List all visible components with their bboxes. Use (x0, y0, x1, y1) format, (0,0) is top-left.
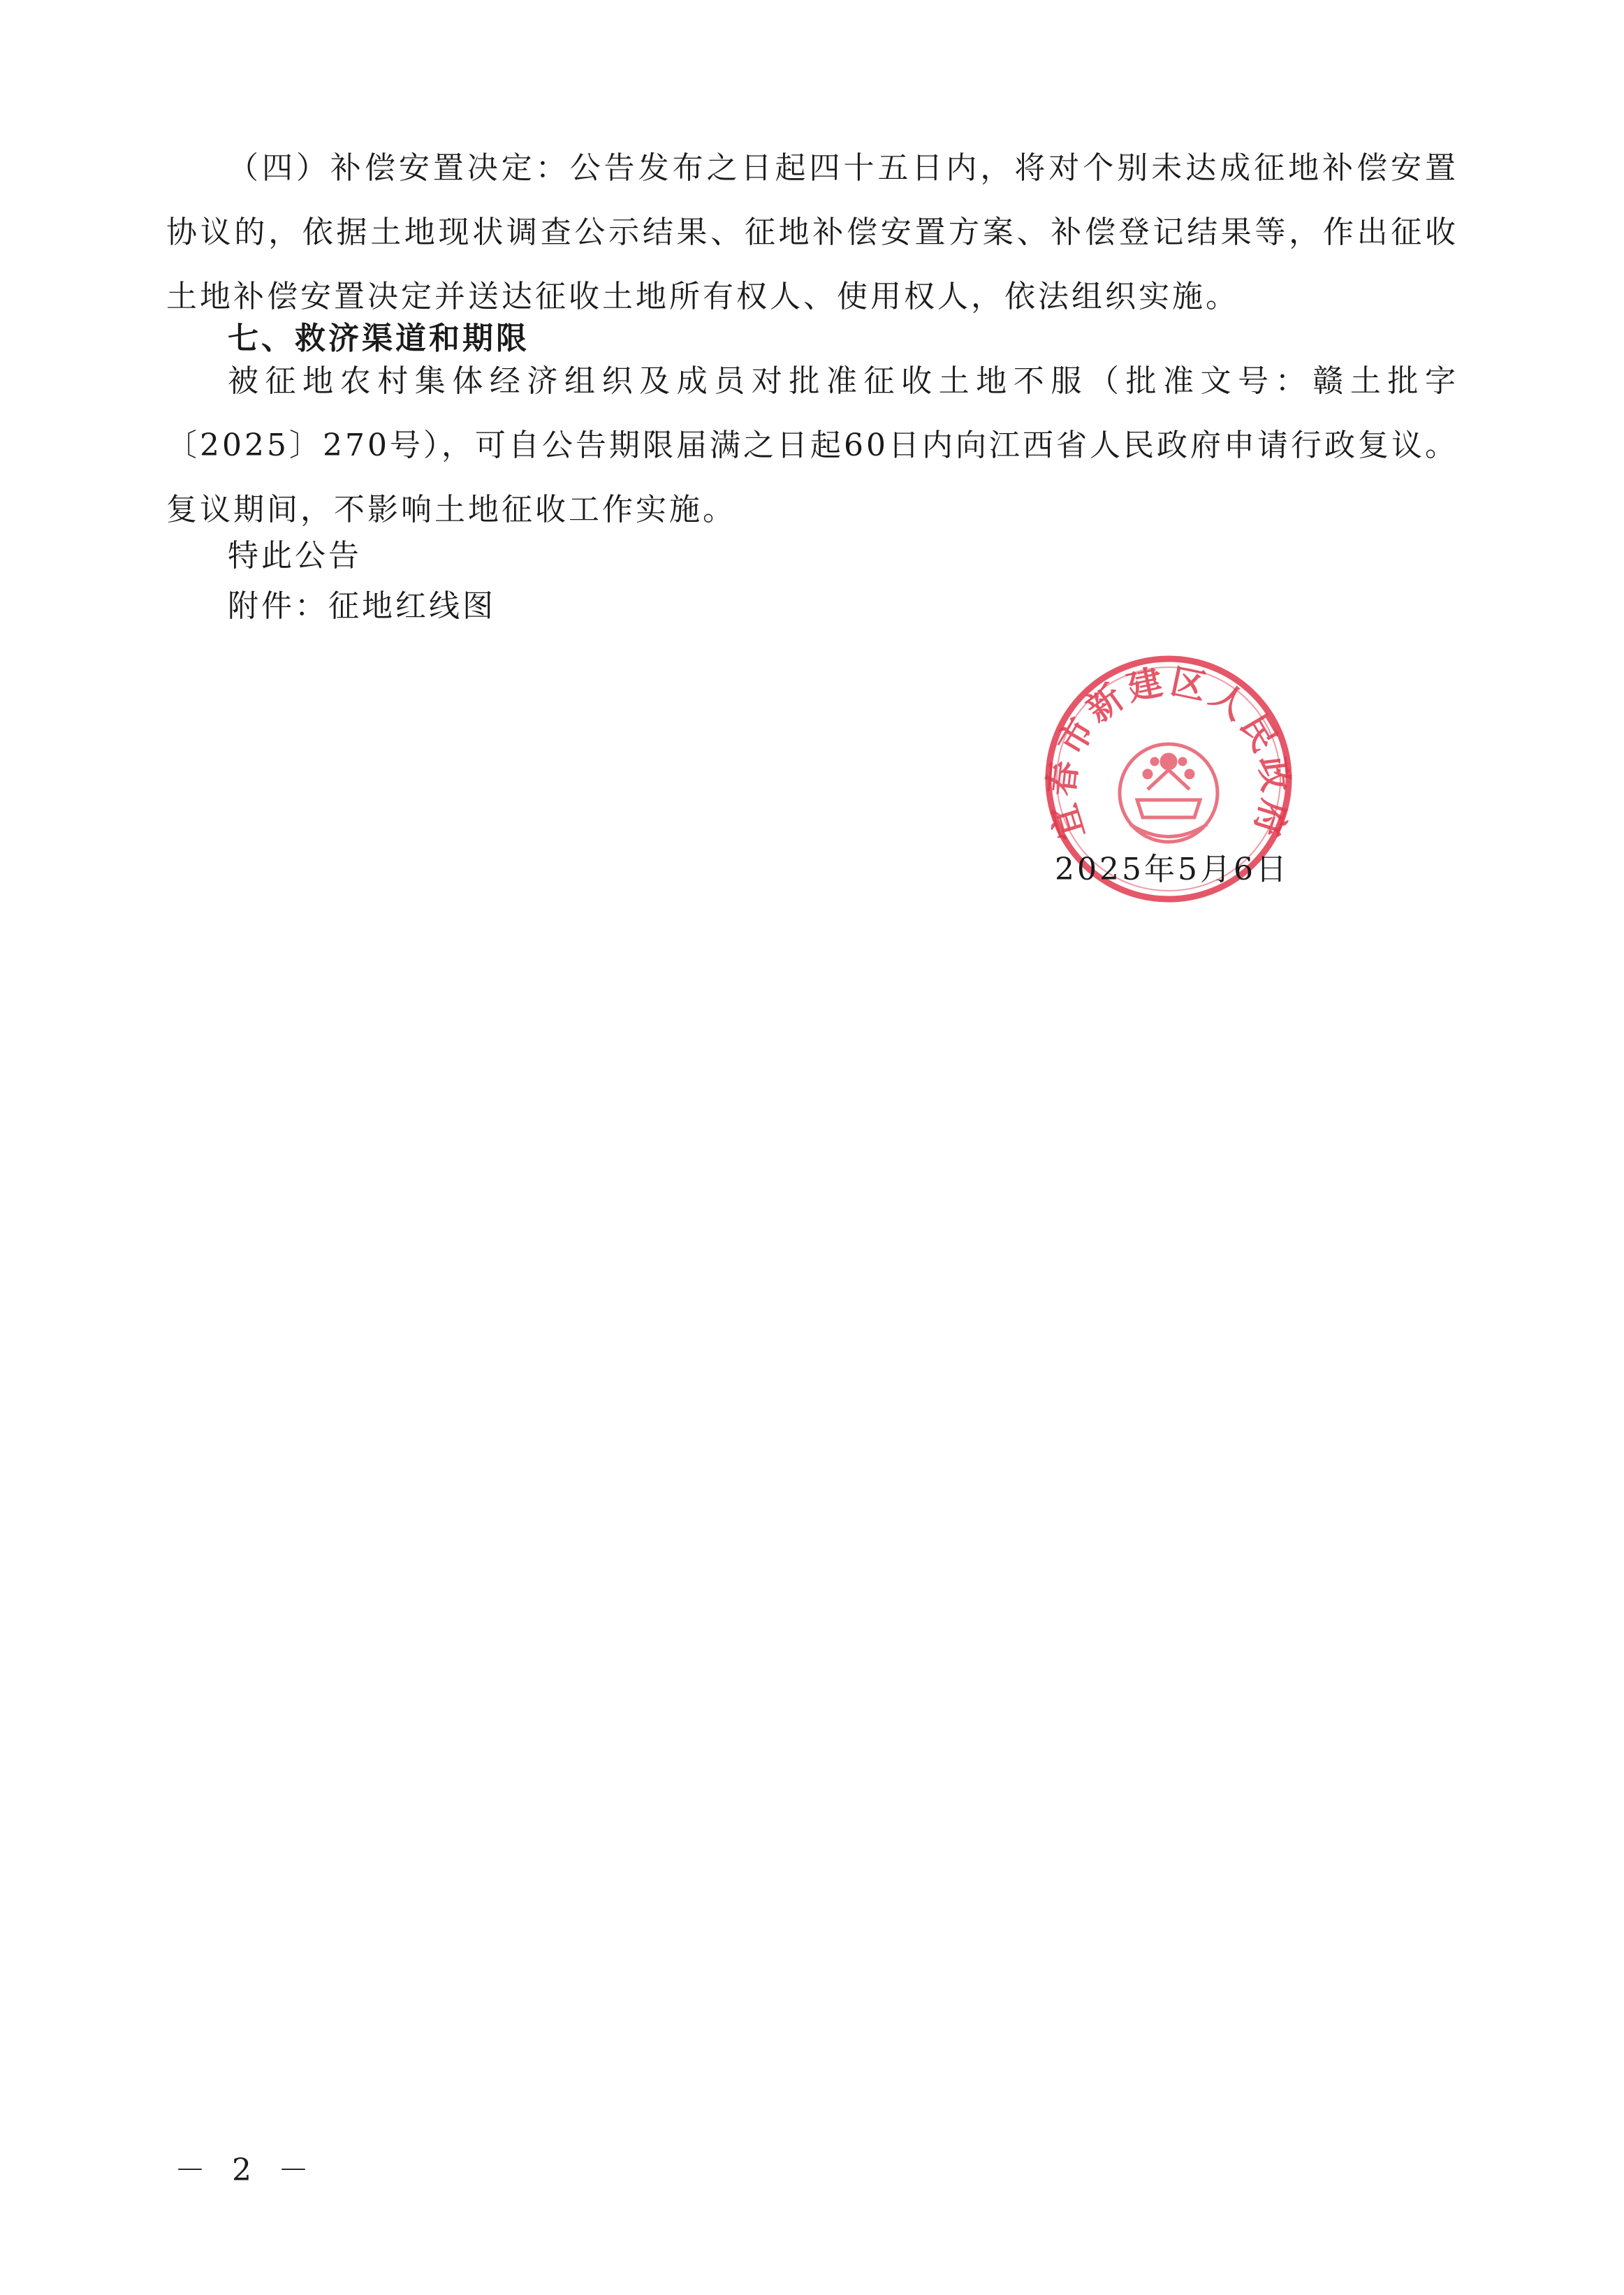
national-emblem-icon (1120, 744, 1217, 842)
paragraph-compensation-decision: （四）补偿安置决定：公告发布之日起四十五日内，将对个别未达成征地补偿安置协议的，依据土地现状调查公示结果、征地补偿安置方案、补偿登记结果等，作出征收土地补偿安置决定并送达征收土地所有权人、使用权人，依法组织实施。 (166, 150, 1458, 314)
seal-text: 宜春市新建区人民政府 (1040, 661, 1297, 845)
paragraph-remedy-channels: 被征地农村集体经济组织及成员对批准征收土地不服（批准文号：赣土批字〔2025〕270号），可自公告期限届满之日起60日内向江西省人民政府申请行政复议。复议期间，不影响土地征收工作实施。 (166, 363, 1458, 527)
page-number: － 2 － (175, 2152, 317, 2188)
closing-line: 特此公告 (228, 538, 362, 574)
issue-date: 2025年5月6日 (1055, 852, 1289, 887)
attachment-line: 附件：征地红线图 (228, 588, 496, 624)
section-heading: 七、救济渠道和期限 (228, 321, 529, 356)
